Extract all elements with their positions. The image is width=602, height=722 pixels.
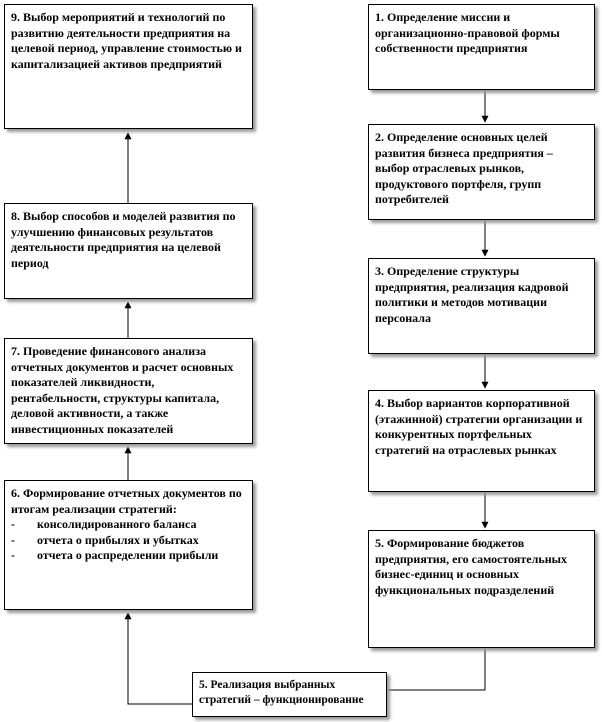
step-5b-box [192, 672, 387, 717]
connector-5-to-5b [387, 648, 485, 690]
step-6-intro: 6. Формирование отчетных документов по итогам реализации стратегий: [11, 486, 242, 516]
step-3-box [368, 258, 595, 354]
step-8-text: 8. Выбор способов и моделей развития по улучшению финансовых результатов деятельности предприятия на целевой период [11, 209, 236, 270]
step-6-item: - отчета о распределении прибыли [11, 548, 246, 564]
step-5b-text: 5. Реализация выбранных стратегий – функционирование [199, 679, 364, 706]
step-2-box [368, 124, 595, 220]
step-4-box [368, 390, 595, 492]
step-6-box [4, 480, 253, 610]
step-9-box [4, 4, 253, 129]
step-5-text: 5. Формирование бюджетов предприятия, его самостоятельных бизнес-единиц и основных функциональных подразделений [375, 536, 567, 597]
step-9-text: 9. Выбор мероприятий и технологий по развитию деятельности предприятия на целевой период, управление стоимостью и капитализацией активов предприятий [11, 10, 242, 71]
step-3-text: 3. Определение структуры предприятия, реализация кадровой политики и методов мотивации персонала [375, 264, 569, 325]
step-6-item: - консолидированного баланса [11, 517, 246, 533]
step-2-text: 2. Определение основных целей развития бизнеса предприятия – выбор отраслевых рынков, продуктового портфеля, групп потребителей [375, 130, 553, 206]
step-6-list [11, 517, 246, 564]
step-4-text: 4. Выбор вариантов корпоративной (этажинной) стратегии организации и конкурентных портфельных стратегий на отраслевых рынках [375, 396, 583, 457]
step-5-box [368, 530, 595, 648]
step-7-box [4, 338, 253, 444]
step-1-text: 1. Определение миссии и организационно-правовой формы собственности предприятия [375, 10, 560, 55]
step-7-text: 7. Проведение финансового анализа отчетных документов и расчет основных показателей ликвидности, рентабельности, структуры капитала, деловой активности, а также инвестиционных показателей [11, 344, 234, 436]
connector-5b-to-6 [128, 613, 192, 704]
step-1-box [368, 4, 595, 90]
step-6-item: - отчета о прибылях и убытках [11, 533, 246, 549]
step-8-box [4, 203, 253, 299]
